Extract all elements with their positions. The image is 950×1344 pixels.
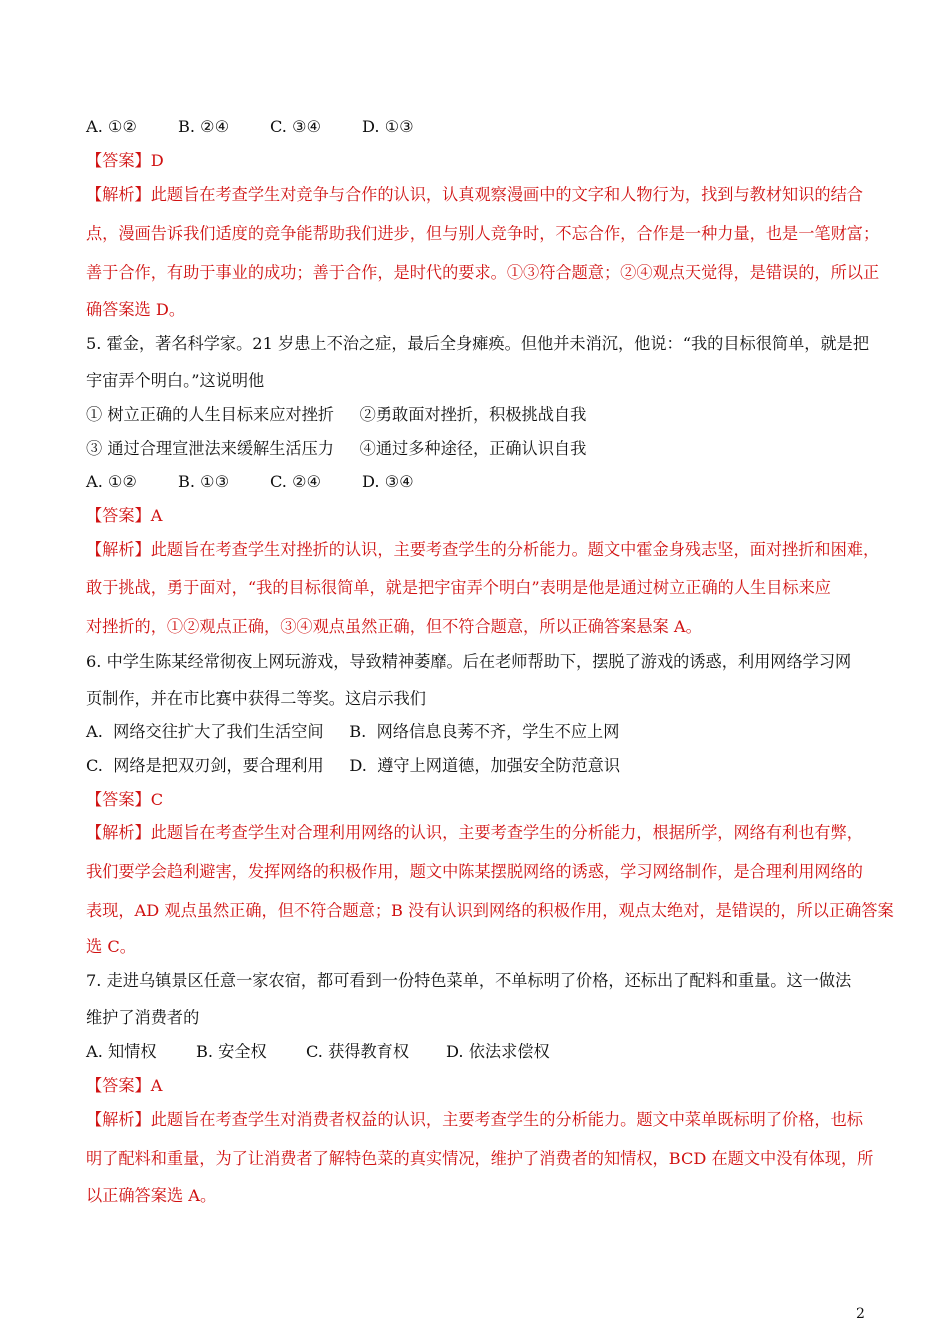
- page-number: 2: [856, 1306, 865, 1322]
- q6-analysis-line-3: 表现，AD 观点虽然正确，但不符合题意；B 没有认识到网络的积极作用，观点太绝对，是错误的，所以正确答案: [86, 901, 894, 920]
- q6-options-row-2: C. 网络是把双刃剑，要合理利用 D. 遵守上网道德，加强安全防范意识: [86, 756, 621, 775]
- q6-analysis-line-1: 【解析】此题旨在考查学生对合理利用网络的认识，主要考查学生的分析能力，根据所学，网络有利也有弊，: [86, 823, 863, 842]
- q4-option-d: D. ①③: [362, 117, 414, 136]
- q6-analysis-line-4: 选 C。: [86, 937, 136, 956]
- q6-options-row-1: A. 网络交往扩大了我们生活空间 B. 网络信息良莠不齐，学生不应上网: [86, 722, 620, 741]
- q4-analysis-line-2: 点，漫画告诉我们适度的竞争能帮助我们进步，但与别人竞争时，不忘合作，合作是一种力量，也是一笔财富；: [86, 224, 880, 243]
- q7-stem-line-2: 维护了消费者的: [86, 1008, 200, 1027]
- q4-answer: 【答案】D: [86, 151, 164, 170]
- q5-stem-line-1: 5. 霍金，著名科学家。21 岁患上不治之症，最后全身瘫痪。但他并未消沉，他说：“我的目标很简单，就是把: [86, 334, 870, 353]
- q5-answer: 【答案】A: [86, 506, 163, 525]
- q7-option-a: A. 知情权: [86, 1042, 157, 1061]
- q5-statement-1: ① 树立正确的人生目标来应对挫折 ②勇敢面对挫折，积极挑战自我: [86, 405, 587, 424]
- q7-analysis-line-2: 明了配料和重量，为了让消费者了解特色菜的真实情况，维护了消费者的知情权，BCD 在题文中没有体现，所: [86, 1149, 874, 1168]
- q7-analysis-line-1: 【解析】此题旨在考查学生对消费者权益的认识，主要考查学生的分析能力。题文中菜单既标明了价格，也标: [86, 1110, 863, 1129]
- q5-options-row: [86, 472, 414, 492]
- q4-analysis-line-1: 【解析】此题旨在考查学生对竞争与合作的认识，认真观察漫画中的文字和人物行为，找到与教材知识的结合: [86, 185, 863, 204]
- q7-answer: 【答案】A: [86, 1076, 163, 1095]
- q4-option-a: A. ①②: [86, 117, 138, 136]
- q6-stem-line-2: 页制作，并在市比赛中获得二等奖。这启示我们: [86, 689, 426, 708]
- q6-answer: 【答案】C: [86, 790, 164, 809]
- q4-options-row: [86, 117, 414, 137]
- q7-option-b: B. 安全权: [196, 1042, 267, 1061]
- q5-analysis-line-2: 敢于挑战，勇于面对，“我的目标很简单，就是把宇宙弄个明白”表明是他是通过树立正确的人生目标来应: [86, 578, 831, 597]
- q7-options-row: [86, 1042, 550, 1062]
- q6-stem-line-1: 6. 中学生陈某经常彻夜上网玩游戏，导致精神萎靡。后在老师帮助下，摆脱了游戏的诱惑，利用网络学习网: [86, 652, 852, 671]
- q7-analysis-line-3: 以正确答案选 A。: [86, 1186, 217, 1205]
- q7-stem-line-1: 7. 走进乌镇景区任意一家农宿，都可看到一份特色菜单，不单标明了价格，还标出了配料和重量。这一做法: [86, 971, 852, 990]
- q4-option-b: B. ②④: [178, 117, 230, 136]
- q5-statement-2: ③ 通过合理宣泄法来缓解生活压力 ④通过多种途径，正确认识自我: [86, 439, 587, 458]
- q5-option-b: B. ①③: [178, 472, 230, 491]
- q7-option-d: D. 依法求偿权: [446, 1042, 550, 1061]
- q5-option-d: D. ③④: [362, 472, 414, 491]
- q5-analysis-line-3: 对挫折的，①②观点正确，③④观点虽然正确，但不符合题意，所以正确答案悬案 A。: [86, 617, 702, 636]
- q5-analysis-line-1: 【解析】此题旨在考查学生对挫折的认识，主要考查学生的分析能力。题文中霍金身残志坚，面对挫折和困难，: [86, 540, 880, 559]
- q7-option-c: C. 获得教育权: [306, 1042, 410, 1061]
- q4-analysis-line-3: 善于合作，有助于事业的成功；善于合作，是时代的要求。①③符合题意；②④观点天觉得，是错误的，所以正: [86, 263, 880, 282]
- q5-option-a: A. ①②: [86, 472, 138, 491]
- q4-analysis-line-4: 确答案选 D。: [86, 300, 186, 319]
- q5-option-c: C. ②④: [270, 472, 322, 491]
- q5-stem-line-2: 宇宙弄个明白。”这说明他: [86, 371, 265, 390]
- q4-option-c: C. ③④: [270, 117, 322, 136]
- q6-analysis-line-2: 我们要学会趋利避害，发挥网络的积极作用，题文中陈某摆脱网络的诱惑，学习网络制作，是合理利用网络的: [86, 862, 863, 881]
